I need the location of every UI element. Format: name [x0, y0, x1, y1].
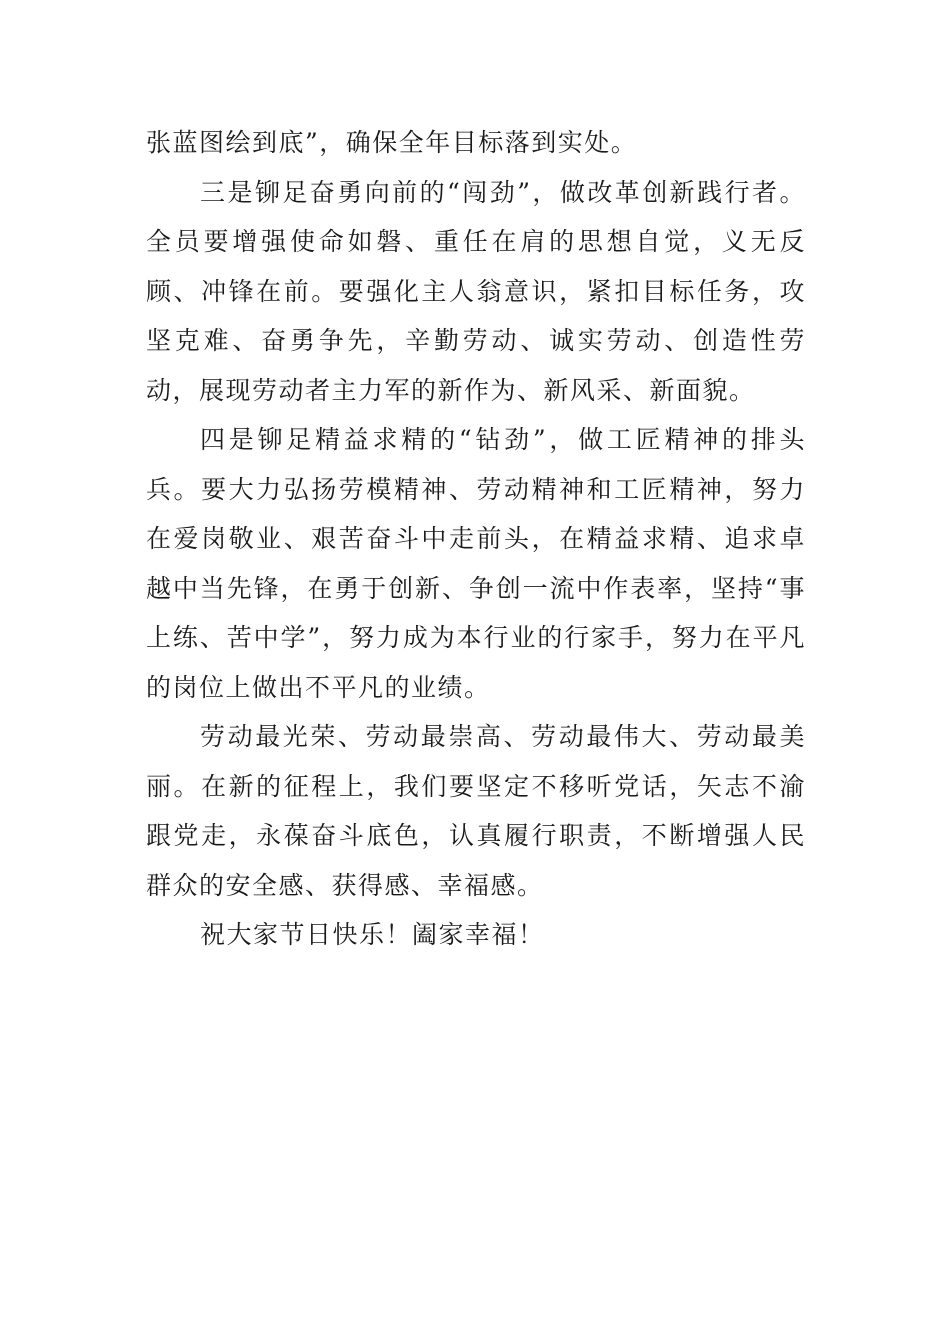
paragraph-continuation: 张蓝图绘到底”，确保全年目标落到实处。 [146, 128, 638, 157]
document-body [146, 118, 806, 960]
paragraph-greeting: 祝大家节日快乐！阖家幸福！ [200, 920, 545, 949]
paragraph-conclusion: 劳动最光荣、劳动最崇高、劳动最伟大、劳动最美丽。在新的征程上，我们要坚定不移听党话，矢志不渝跟党走，永葆奋斗底色，认真履行职责，不断增强人民群众的安全感、获得感、幸福感。 [146, 722, 806, 900]
paragraph-point-four: 四是铆足精益求精的“钻劲”，做工匠精神的排头兵。要大力弘扬劳模精神、劳动精神和工匠精神，努力在爱岗敬业、艰苦奋斗中走前头，在精益求精、追求卓越中当先锋，在勇于创新、争创一流中作表率，坚持“事上练、苦中学”，努力成为本行业的行家手，努力在平凡的岗位上做出不平凡的业绩。 [146, 425, 806, 702]
paragraph-point-three: 三是铆足奋勇向前的“闯劲”，做改革创新践行者。全员要增强使命如磐、重任在肩的思想自觉，义无反顾、冲锋在前。要强化主人翁意识，紧扣目标任务，攻坚克难、奋勇争先，辛勤劳动、诚实劳动、创造性劳动，展现劳动者主力军的新作为、新风采、新面貌。 [146, 177, 806, 405]
